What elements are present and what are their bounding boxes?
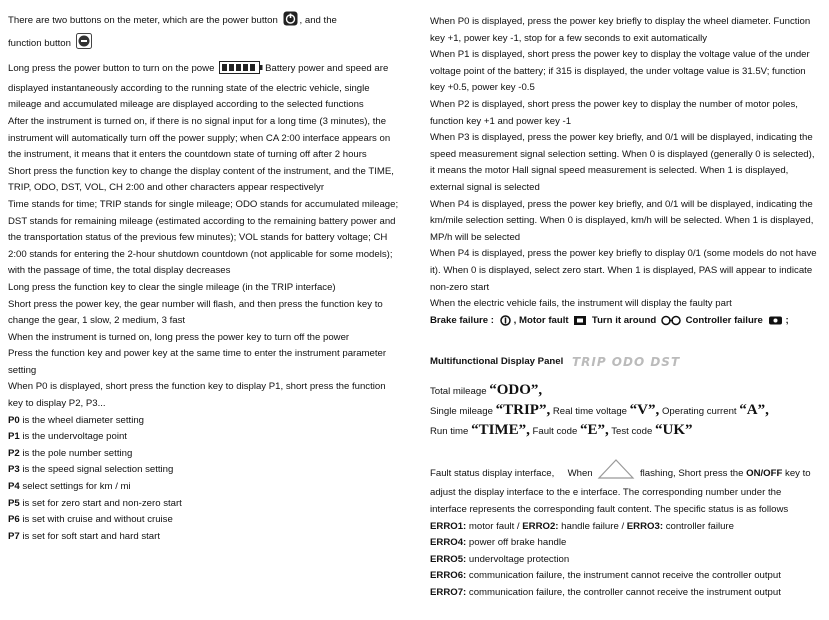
left-paragraph: Short press the function key to change the display content of the instrument, and the TIME, TRIP, ODO, DST, VOL, CH 2:00 and other characters appear respectivelyr xyxy=(8,165,394,194)
left-paragraph: Short press the power key, the gear number will flash, and then press the function key to change the gear, 1 slow, 2 medium, 3 fast xyxy=(8,298,383,327)
function-button-icon xyxy=(76,33,92,56)
intro-paragraph: There are two buttons on the meter, which are the power button , and the function button xyxy=(8,11,400,55)
left-paragraph: Time stands for time; TRIP stands for single mileage; ODO stands for accumulated mileage; DST stands for remaining mileage (estimated according to the remaining battery power and the transportation status of the previous few minutes); VOL stands for battery voltage; CH 2:00 stands for entering the 2-hour shutdown countdown (not applicable for some models); with the passage of time, the total display decreases xyxy=(8,198,399,277)
right-paragraph: When P2 is displayed, short press the power key to display the number of motor poles, function key +1 and power key -1 xyxy=(430,98,798,127)
param-line: P1 is the undervoltage point xyxy=(8,431,127,443)
left-paragraph: When P0 is displayed, short press the function key to display P1, short press the function key to display P2, P3... xyxy=(8,381,386,410)
left-paragraph: Long press the function key to clear the single mileage (in the TRIP interface) xyxy=(8,281,336,293)
error-line: ERRO4: power off brake handle xyxy=(430,537,567,549)
intro-text: There are two buttons on the meter, which are the power button xyxy=(8,15,278,26)
power-button-icon xyxy=(283,11,298,33)
left-paragraph: After the instrument is turned on, if there is no signal input for a long time (3 minutes), the instrument will automatically turn off the power supply; when CA 2:00 interface appears on the instrument, it means that it enters the countdown state of turning off after 2 hours xyxy=(8,115,391,161)
right-column xyxy=(430,14,820,602)
param-line: P0 is the wheel diameter setting xyxy=(8,414,145,426)
param-line: P5 is set for zero start and non-zero start xyxy=(8,497,182,509)
param-line: P4 select settings for km / mi xyxy=(8,481,131,493)
display-line-1: Total mileage “ODO”, xyxy=(430,381,543,398)
error-line: ERRO5: undervoltage protection xyxy=(430,553,570,565)
longpress-paragraph: Long press the power button to turn on the powe Battery power and speed are displayed instantaneously according to the running state of the electric vehicle, single mileage and accumulated mileage are displayed according to the selected functions xyxy=(8,63,389,111)
right-paragraph: When the electric vehicle fails, the instrument will display the faulty part xyxy=(430,298,732,310)
brake-failure-label: Brake failure : xyxy=(430,314,494,326)
warning-icon xyxy=(597,459,635,486)
param-line: P6 is set with cruise and without cruise xyxy=(8,514,173,526)
brake-failure-icon xyxy=(499,315,512,333)
display-line-2: Single mileage “TRIP”, Real time voltage “V”, Operating current “A”, xyxy=(430,401,769,418)
panel-heading xyxy=(430,354,820,371)
fault-status-paragraph: Fault status display interface, When flashing, Short press the ON/OFF key to adjust the display interface to the e interface. The corresponding number under the interface represents the corresponding fault content. The specific status is as follows xyxy=(430,459,820,519)
param-line: P2 is the pole number setting xyxy=(8,447,133,459)
right-paragraph: When P1 is displayed, short press the power key to display the voltage value of the under voltage point of the battery; if 315 is displayed, the under voltage value is 31.5V; function key +0.5, power key -0.5 xyxy=(430,49,810,94)
turn-around-icon xyxy=(661,315,681,333)
param-line: P7 is set for soft start and hard start xyxy=(8,530,160,542)
panel-title: Multifunctional Display Panel xyxy=(430,356,564,368)
display-line-3: Run time “TIME”, Fault code “E”, Test code “UK” xyxy=(430,421,693,438)
motor-fault-label: Motor fault xyxy=(519,314,569,326)
param-line: P3 is the speed signal selection setting xyxy=(8,464,174,476)
right-paragraph: When P4 is displayed, press the power key briefly to display 0/1 (some models do not have it). When 0 is displayed, select zero start. When 1 is displayed, PAS will appear to indicate non-zero start xyxy=(430,248,817,293)
error-line: ERRO1: motor fault / ERRO2: handle failure / ERRO3: controller failure xyxy=(430,520,734,532)
right-paragraph: When P4 is displayed, press the power key briefly, and 0/1 will be displayed, indicating the km/mile selection setting. When 0 is displayed, km/h will be selected. When 1 is displayed, MP/h will be selected xyxy=(430,198,814,243)
error-line: ERRO7: communication failure, the controller cannot receive the instrument output xyxy=(430,587,781,599)
controller-failure-label: Controller failure xyxy=(685,314,763,326)
error-line: ERRO6: communication failure, the instrument cannot receive the controller output xyxy=(430,570,781,582)
right-paragraph: When P3 is displayed, press the power key briefly, and 0/1 will be displayed, indicating the speed measurement signal selection setting. When 0 is displayed (generally 0 is selected), it means the motor Hall signal speed measurement is selected. When 1 is displayed, external signal is selected xyxy=(430,132,815,193)
motor-fault-icon xyxy=(573,315,587,333)
left-paragraph: When the instrument is turned on, long press the power key to turn off the power xyxy=(8,331,350,343)
left-paragraph: Press the function key and power key at the same time to enter the instrument parameter setting xyxy=(8,348,387,376)
turn-around-label: Turn it around xyxy=(591,314,657,326)
controller-failure-icon xyxy=(768,315,784,333)
battery-icon xyxy=(219,61,263,81)
fault-icons-line: Brake failure : , Motor fault Turn it around Controller failure ; xyxy=(430,313,820,333)
right-paragraph: When P0 is displayed, press the power key briefly to display the wheel diameter. Function key +1, power key -1, stop for a few seconds to exit automatically xyxy=(430,16,811,44)
panel-logo: TRIP ODO DST xyxy=(571,355,681,370)
left-column xyxy=(8,11,400,545)
